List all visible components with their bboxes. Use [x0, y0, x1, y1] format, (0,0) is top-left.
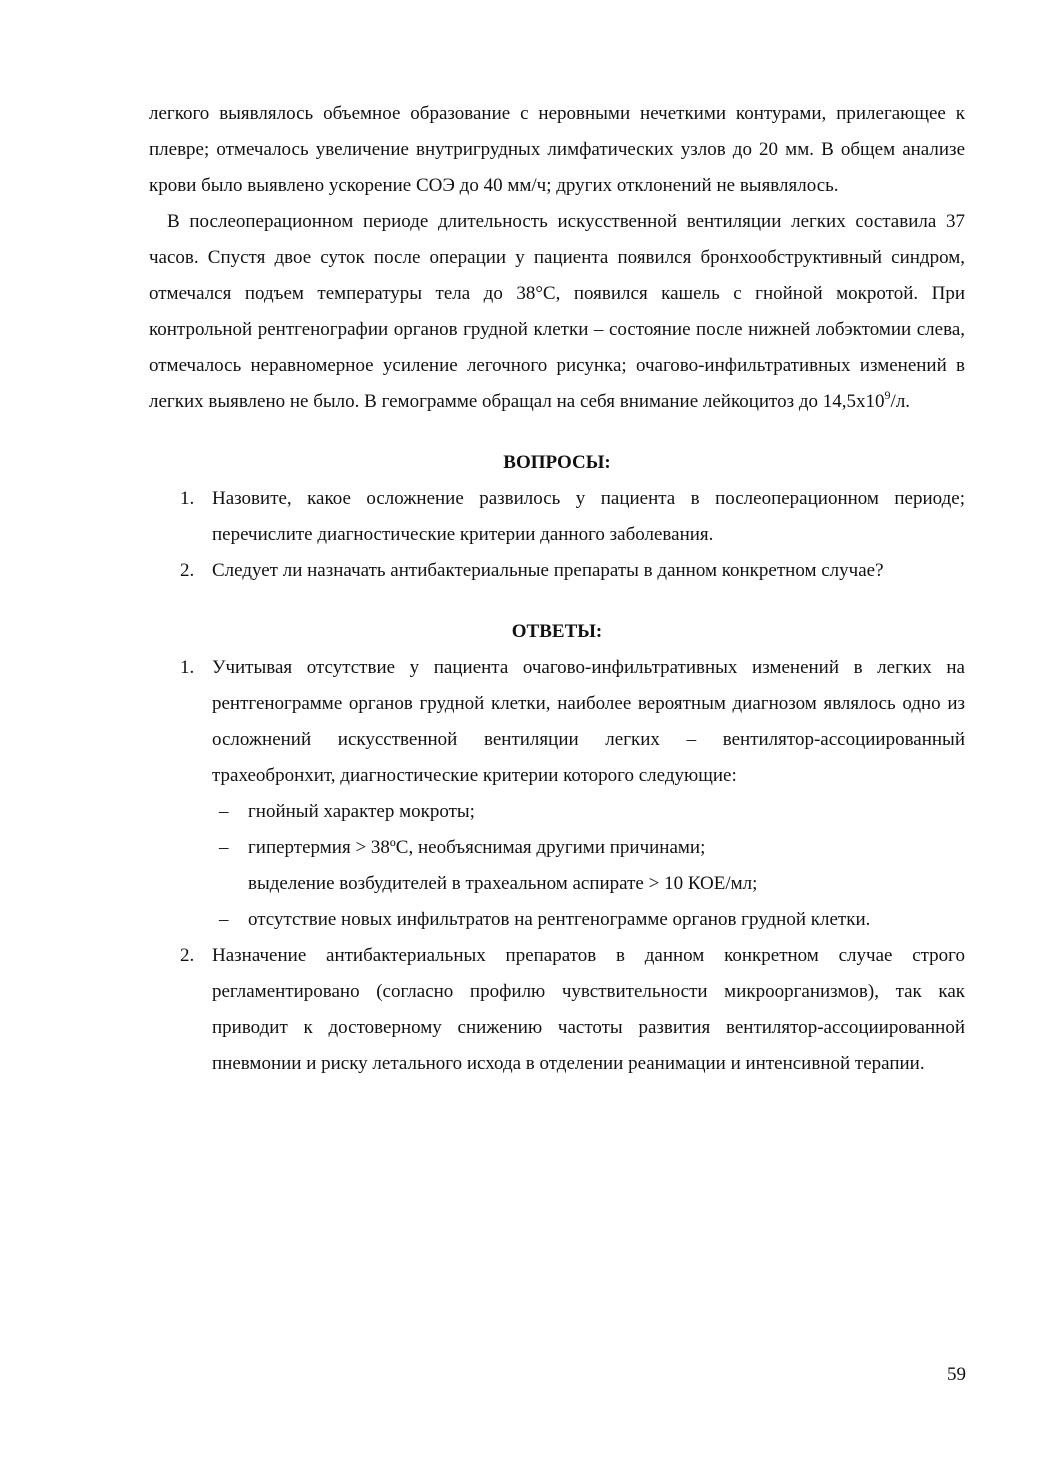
question-text: Следует ли назначать антибактериальные препараты в данном конкретном случае?	[212, 560, 884, 581]
question-number: 1.	[180, 488, 195, 509]
criterion-text: гнойный характер мокроты;	[248, 801, 475, 822]
dash-marker: –	[219, 837, 229, 858]
criterion-text: отсутствие новых инфильтратов на рентгенограмме органов грудной клетки.	[248, 909, 871, 930]
answers-list	[149, 650, 965, 1082]
question-item	[149, 481, 965, 553]
paragraph-postoperative-end: /л.	[890, 391, 911, 412]
answer-text: Учитывая отсутствие у пациента очагово-инфильтративных изменений в легких на рентгенограмме органов грудной клетки, наиболее вероятным диагнозом являлось одно из осложнений искусственной вентиляции легких – вентилятор-ассоциированный трахеобронхит, диагностические критерии которого следующие:	[212, 657, 965, 786]
paragraph-postoperative	[149, 204, 965, 420]
questions-heading: ВОПРОСЫ:	[503, 452, 611, 473]
page-content	[149, 96, 965, 1082]
answer-item	[149, 938, 965, 1082]
criterion-text: гипертермия > 38ºС, необъяснимая другими причинами;	[248, 837, 706, 858]
answer-number: 1.	[180, 657, 195, 678]
criterion-item	[149, 902, 965, 938]
paragraph-case-findings: легкого выявлялось объемное образование с неровными нечеткими контурами, прилегающее к плевре; отмечалось увеличение внутригрудных лимфатических узлов до 20 мм. В общем анализе крови было выявлено ускорение СОЭ до 40 мм/ч; других отклонений не выявлялось.	[149, 103, 965, 196]
answers-heading: ОТВЕТЫ:	[511, 621, 603, 642]
criterion-item	[149, 830, 965, 866]
question-number: 2.	[180, 560, 195, 581]
question-item	[149, 553, 965, 589]
questions-list	[149, 481, 965, 589]
criteria-list	[212, 794, 965, 866]
dash-marker: –	[219, 909, 229, 930]
criterion-continuation: выделение возбудителей в трахеальном аспирате > 10 КОЕ/мл;	[248, 873, 758, 894]
page-number: 59	[947, 1364, 966, 1385]
answer-number: 2.	[180, 945, 195, 966]
dash-marker: –	[219, 801, 229, 822]
answer-text: Назначение антибактериальных препаратов в данном конкретном случае строго регламентировано (согласно профилю чувствительности микроорганизмов), так как приводит к достоверному снижению частоты развития вентилятор-ассоциированной пневмонии и риску летального исхода в отделении реанимации и интенсивной терапии.	[212, 945, 965, 1074]
criteria-list-end	[212, 902, 965, 938]
question-text: Назовите, какое осложнение развилось у пациента в послеоперационном периоде; перечислите диагностические критерии данного заболевания.	[212, 488, 965, 545]
exponent: 9	[884, 388, 891, 402]
criterion-item	[149, 794, 965, 830]
answer-item	[149, 650, 965, 938]
paragraph-postoperative-text: В послеоперационном периоде длительность искусственной вентиляции легких составила 37 часов. Спустя двое суток после операции у пациента появился бронхообструктивный синдром, отмечался подъем температуры тела до 38°С, появился кашель с гнойной мокротой. При контрольной рентгенографии органов грудной клетки – состояние после нижней лобэктомии слева, отмечалось неравномерное усиление легочного рисунка; очагово-инфильтративных изменений в легких выявлено не было. В гемограмме обращал на себя внимание лейкоцитоз до 14,5х10	[149, 211, 965, 412]
